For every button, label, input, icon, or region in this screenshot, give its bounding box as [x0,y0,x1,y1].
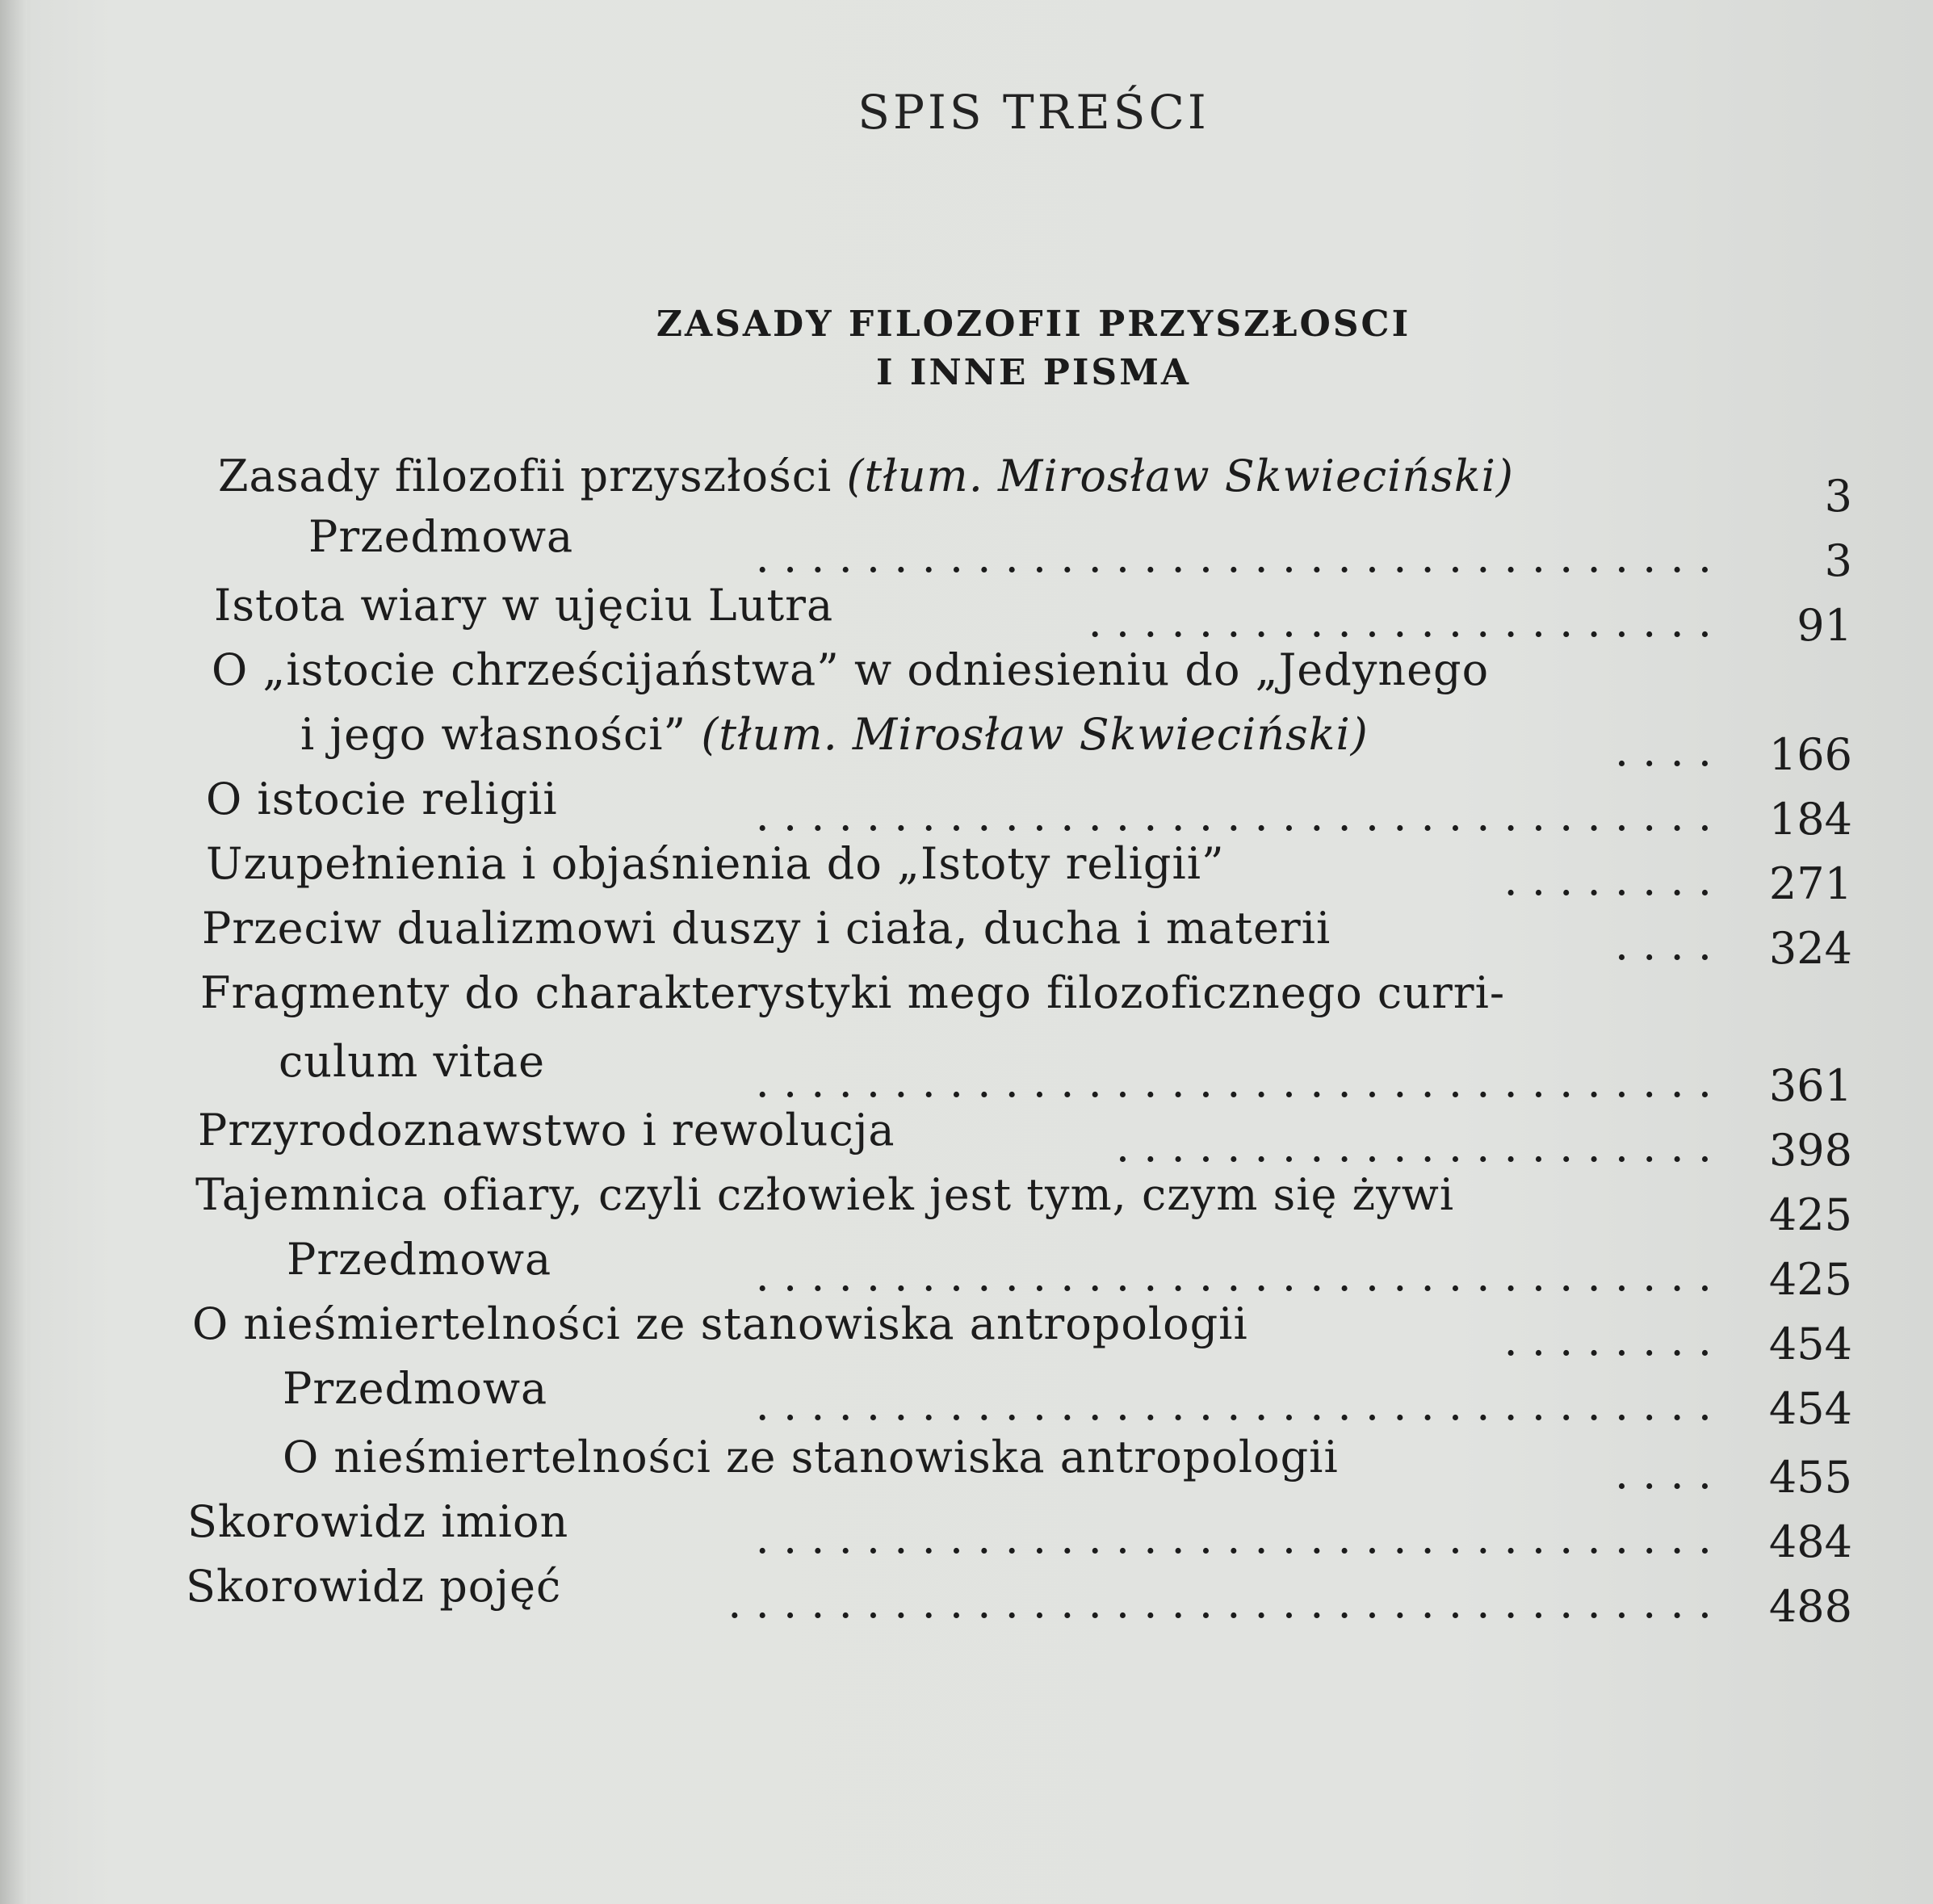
toc-entry [212,638,1489,702]
toc-entry-title: O nieśmiertelności ze stanowiska antropologii [192,1298,1248,1349]
toc-entry-title: O „istocie chrześcijaństwa” w odniesieniu do „Jedynego [212,644,1490,695]
toc-entry-page: 454 [1768,1383,1852,1434]
toc-entry-title-continuation: culum vitae [279,1036,546,1087]
toc-leader-dots: . . . . . . . . . . . . . . . . . . . . . . . . . . . . . . . . . . . [755,790,1712,841]
section-heading-line-1: ZASADY FILOZOFII PRZYSZŁOSCI [656,304,1411,345]
toc-leader-dots: . . . . . . . . [1503,854,1712,905]
toc-entry-page: 3 [1824,471,1852,522]
toc-leader-dots: . . . . . . . . . . . . . . . . . . . . . . . . . . . . . . . . . . . [755,531,1712,582]
section-heading-line-2: I INNE PISMA [875,352,1192,393]
toc-entry-continuation [300,702,1369,767]
toc-entry-translator: (tłum. Mirosław Skwieciński) [846,451,1514,501]
toc-entry-title: Uzupełnienia i objaśnienia do „Istoty religii” [206,838,1225,889]
toc-entry-title: Skorowidz imion [187,1496,569,1547]
toc-entry [287,1227,551,1292]
toc-entry [218,444,1514,509]
toc-entry-title: Zasady filozofii przyszłości [218,451,847,501]
toc-entry [192,1292,1248,1357]
toc-leader-dots: . . . . . . . . . . . . . . . . . . . . . . . [1088,596,1712,647]
toc-entry-page: 455 [1768,1452,1852,1503]
toc-leader-dots: . . . . [1614,1448,1712,1499]
toc-entry [202,896,1331,961]
toc-entry-page: 91 [1797,600,1852,651]
toc-entry-page: 425 [1768,1254,1852,1305]
toc-entry [206,832,1225,896]
toc-entry-title: Tajemnica ofiary, czyli człowiek jest tym, czym się żywi [195,1169,1455,1220]
toc-entry [283,1357,547,1421]
toc-entry [283,1425,1339,1490]
toc-entry-page: 398 [1768,1125,1852,1176]
toc-entry [308,505,573,569]
toc-entry-title: Przeciw dualizmowi duszy i ciała, ducha i materii [202,903,1331,954]
toc-entry [214,573,833,638]
toc-entry-translator: (tłum. Mirosław Skwieciński) [701,709,1369,760]
toc-leader-dots: . . . . [1614,919,1712,970]
toc-leader-dots: . . . . . . . . . . . . . . . . . . . . . . . . . . . . . . . . . . . [755,1512,1712,1563]
toc-entry-page: 454 [1768,1319,1852,1369]
toc-entry-title: Przedmowa [308,511,574,562]
toc-entry-title-continuation: i jego własności” [300,709,702,760]
toc-entry-title: Skorowidz pojęć [186,1561,562,1612]
toc-leader-dots: . . . . . . . . . . . . . . . . . . . . . . . . . . . . . . . . . . . [755,1250,1712,1301]
toc-leader-dots: . . . . . . . . . . . . . . . . . . . . . . . . . . . . . . . . . . . [755,1379,1712,1430]
toc-entry-title: Przedmowa [287,1234,552,1285]
toc-entry-page: 324 [1768,923,1852,974]
toc-entry-page: 271 [1768,858,1852,909]
toc-entry-page: 425 [1768,1189,1852,1240]
toc-leader-dots: . . . . . . . . [1503,1315,1712,1365]
toc-entry-title: O nieśmiertelności ze stanowiska antropologii [283,1432,1339,1483]
toc-entry-page: 166 [1768,729,1852,780]
toc-entry-page: 3 [1824,535,1852,586]
toc-entry-title: Przyrodoznawstwo i rewolucja [198,1105,895,1155]
toc-entry [187,1490,568,1554]
toc-leader-dots: . . . . . . . . . . . . . . . . . . . . . . . . . . . . . . . . . . . . [727,1577,1712,1628]
toc-entry-page: 184 [1768,794,1852,845]
toc-entry-title: Istota wiary w ujęciu Lutra [214,580,834,631]
toc-entry-title: Przedmowa [283,1363,548,1414]
toc-entry [200,961,1505,1025]
toc-entry-page: 484 [1768,1516,1852,1567]
toc-leader-dots: . . . . . . . . . . . . . . . . . . . . . . [1115,1121,1712,1172]
toc-entry-title: O istocie religii [206,774,558,824]
toc-entry [186,1554,561,1619]
toc-entry [206,767,558,832]
page-title: SPIS TREŚCI [857,85,1210,140]
toc-leader-dots: . . . . . . . . . . . . . . . . . . . . . . . . . . . . . . . . . . . [755,1056,1712,1107]
toc-leader-dots: . . . . [1614,725,1712,776]
toc-entry-page: 361 [1768,1060,1852,1111]
toc-entry-title: Fragmenty do charakterystyki mego filozoficznego curri- [200,967,1506,1018]
toc-entry-continuation [279,1030,545,1094]
toc-entry [195,1163,1454,1227]
toc-entry [198,1098,895,1163]
toc-entry-page: 488 [1768,1581,1852,1632]
